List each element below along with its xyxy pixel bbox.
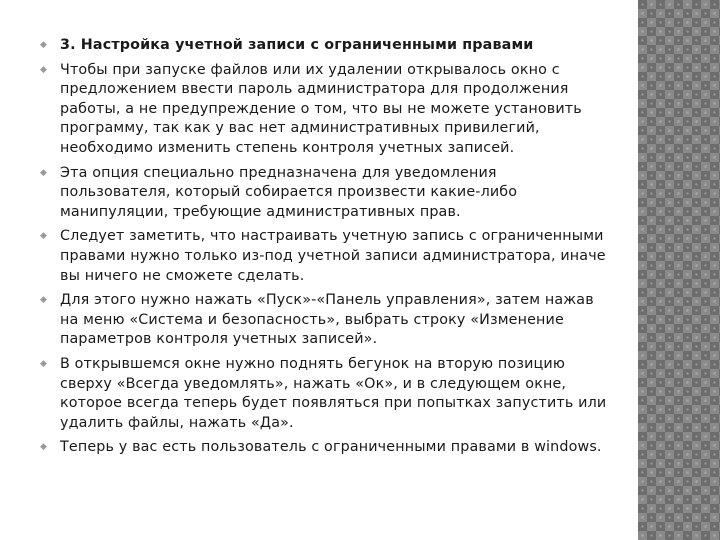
diamond-bullet-icon: ◆ <box>40 64 48 75</box>
list-item <box>40 61 610 159</box>
list-item <box>40 36 610 56</box>
bullet-text: Эта опция специально предназначена для уведомления пользователя, который собирается произвести какие-либо манипуляции, требующие административных прав. <box>60 164 518 220</box>
section-heading: 3. Настройка учетной записи с ограниченными правами <box>60 37 534 53</box>
diamond-bullet-icon: ◆ <box>40 358 48 369</box>
diamond-bullet-icon: ◆ <box>40 167 48 178</box>
bullet-text: Для этого нужно нажать «Пуск»-«Панель управления», затем нажав на меню «Система и безопасность», выбрать строку «Изменение параметров контроля учетных записей». <box>60 292 594 348</box>
diamond-bullet-icon: ◆ <box>40 231 48 242</box>
diamond-bullet-icon: ◆ <box>40 442 48 453</box>
bullet-text: Следует заметить, что настраивать учетную запись с ограниченными правами нужно только из-под учетной записи администратора, иначе вы ничего не сможете сделать. <box>60 228 606 284</box>
bullet-text: В открывшемся окне нужно поднять бегунок на вторую позицию сверху «Всегда уведомлять», нажать «Ок», и в следующем окне, которое всегда теперь будет появляться при попытках запустить или удалить файлы, нажать «Да». <box>60 355 607 431</box>
diamond-bullet-icon: ◆ <box>40 40 48 50</box>
list-item <box>40 227 610 286</box>
list-item <box>40 438 610 458</box>
list-item <box>40 355 610 433</box>
decorative-pattern-strip <box>638 0 720 540</box>
list-item <box>40 291 610 350</box>
diamond-bullet-icon: ◆ <box>40 295 48 306</box>
bullet-text: Теперь у вас есть пользователь с ограниченными правами в windows. <box>60 439 602 456</box>
slide-body <box>40 36 610 463</box>
bullet-list <box>40 36 610 458</box>
bullet-text: Чтобы при запуске файлов или их удалении открывалось окно с предложением ввести пароль администратора для продолжения работы, а не предупреждение о том, что вы не можете установить программу, так как у вас нет административных привилегий, необходимо изменить степень контроля учетных записей. <box>60 61 582 156</box>
list-item <box>40 164 610 223</box>
